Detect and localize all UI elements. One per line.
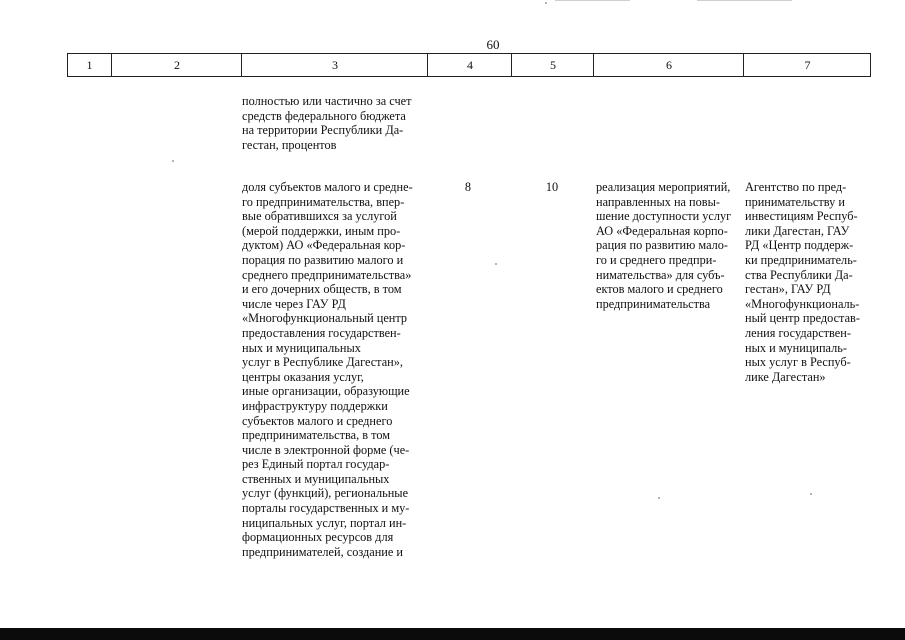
- text-line: го предпринимательства, впер-: [242, 194, 405, 209]
- text-line: дуктом) АО «Федеральная кор-: [242, 238, 406, 253]
- text-line: гестан», ГАУ РД: [745, 282, 831, 297]
- text-line: «Многофункциональ-: [745, 296, 860, 311]
- text-line: предпринимательства: [596, 296, 711, 311]
- text-line: лики Дагестан, ГАУ: [745, 223, 850, 238]
- text-line: средств федерального бюджета: [242, 108, 406, 123]
- text-line: доля субъектов малого и средне-: [242, 180, 413, 194]
- text-line: ки предприниматель-: [745, 252, 857, 267]
- scan-speck: [172, 160, 174, 162]
- text-line: направленных на повы-: [596, 194, 720, 209]
- row2-responsible-text: [745, 180, 868, 384]
- text-line: и его дочерних обществ, в том: [242, 282, 402, 297]
- text-line: услуг в Республике Дагестан»,: [242, 355, 403, 370]
- text-line: ных и муниципальных: [242, 340, 361, 355]
- scan-speck: [658, 497, 660, 499]
- text-line: ный центр предостав-: [745, 311, 860, 326]
- row2-target-value: 10: [545, 180, 559, 194]
- text-line: гестан, процентов: [242, 137, 337, 152]
- page-number: 60: [486, 37, 500, 52]
- text-line: принимательству и: [745, 194, 845, 209]
- column-header-1: 1: [86, 58, 93, 72]
- text-line: ных услуг в Респуб-: [745, 355, 851, 370]
- scan-speck: [810, 493, 812, 495]
- text-line: ства Республики Да-: [745, 267, 853, 282]
- text-line: услуг (функций), региональные: [242, 486, 409, 501]
- text-line: Агентство по пред-: [745, 180, 847, 194]
- text-line: порация по развитию малого и: [242, 252, 404, 267]
- scan-edge-line: [697, 0, 792, 1]
- column-header-4: 4: [427, 54, 512, 76]
- scan-speck: [495, 263, 497, 265]
- text-line: го и среднего предпри-: [596, 252, 717, 267]
- text-line: полностью или частично за счет: [242, 94, 412, 108]
- text-line: инвестициям Респуб-: [745, 209, 858, 224]
- text-line: центры оказания услуг,: [242, 369, 364, 384]
- text-line: предоставления государствен-: [242, 325, 401, 340]
- text-line: вые обратившихся за услугой: [242, 209, 397, 224]
- row2-indicator-text: [242, 180, 423, 559]
- text-line: среднего предпринимательства»: [242, 267, 412, 282]
- text-line: ектов малого и среднего: [596, 282, 723, 297]
- text-line: шение доступности услуг: [596, 209, 732, 224]
- text-line: иные организации, образующие: [242, 384, 410, 399]
- text-line: лике Дагестан»: [745, 369, 826, 384]
- text-line: числе в электронной форме (че-: [242, 442, 410, 457]
- text-line: предпринимателей, создание и: [242, 544, 403, 559]
- column-header-7: 7: [743, 54, 871, 76]
- text-line: ственных и муниципальных: [242, 471, 390, 486]
- table-header: [67, 53, 871, 77]
- text-line: рез Единый портал государ-: [242, 457, 390, 472]
- text-line: «Многофункциональный центр: [242, 311, 408, 326]
- column-header-5: 5: [511, 54, 594, 76]
- column-header-2: 2: [111, 54, 242, 76]
- text-line: реализация мероприятий,: [596, 180, 731, 194]
- scan-edge-line: [555, 0, 630, 1]
- row2-base-value: 8: [464, 180, 472, 194]
- column-header-6: 6: [593, 54, 744, 76]
- text-line: ниципальных услуг, портал ин-: [242, 515, 407, 530]
- scan-bottom-edge: [0, 628, 905, 640]
- text-line: предпринимательства, в том: [242, 428, 391, 443]
- text-line: формационных ресурсов для: [242, 530, 394, 545]
- row1-indicator-text: [242, 94, 426, 152]
- row2-activity-text: [596, 180, 742, 311]
- scan-speck: [545, 2, 547, 4]
- text-line: субъектов малого и среднего: [242, 413, 393, 428]
- text-line: РД «Центр поддерж-: [745, 238, 854, 253]
- text-line: нимательства» для субъ-: [596, 267, 725, 282]
- column-header-3: 3: [241, 54, 428, 76]
- text-line: ления государствен-: [745, 325, 851, 340]
- text-line: АО «Федеральная корпо-: [596, 223, 728, 238]
- text-line: числе через ГАУ РД: [242, 296, 346, 311]
- text-line: ных и муниципаль-: [745, 340, 847, 355]
- text-line: на территории Республики Да-: [242, 123, 404, 138]
- text-line: (мерой поддержки, иным про-: [242, 223, 401, 238]
- text-line: инфраструктуру поддержки: [242, 398, 388, 413]
- text-line: порталы государственных и му-: [242, 501, 410, 516]
- text-line: рация по развитию мало-: [596, 238, 729, 253]
